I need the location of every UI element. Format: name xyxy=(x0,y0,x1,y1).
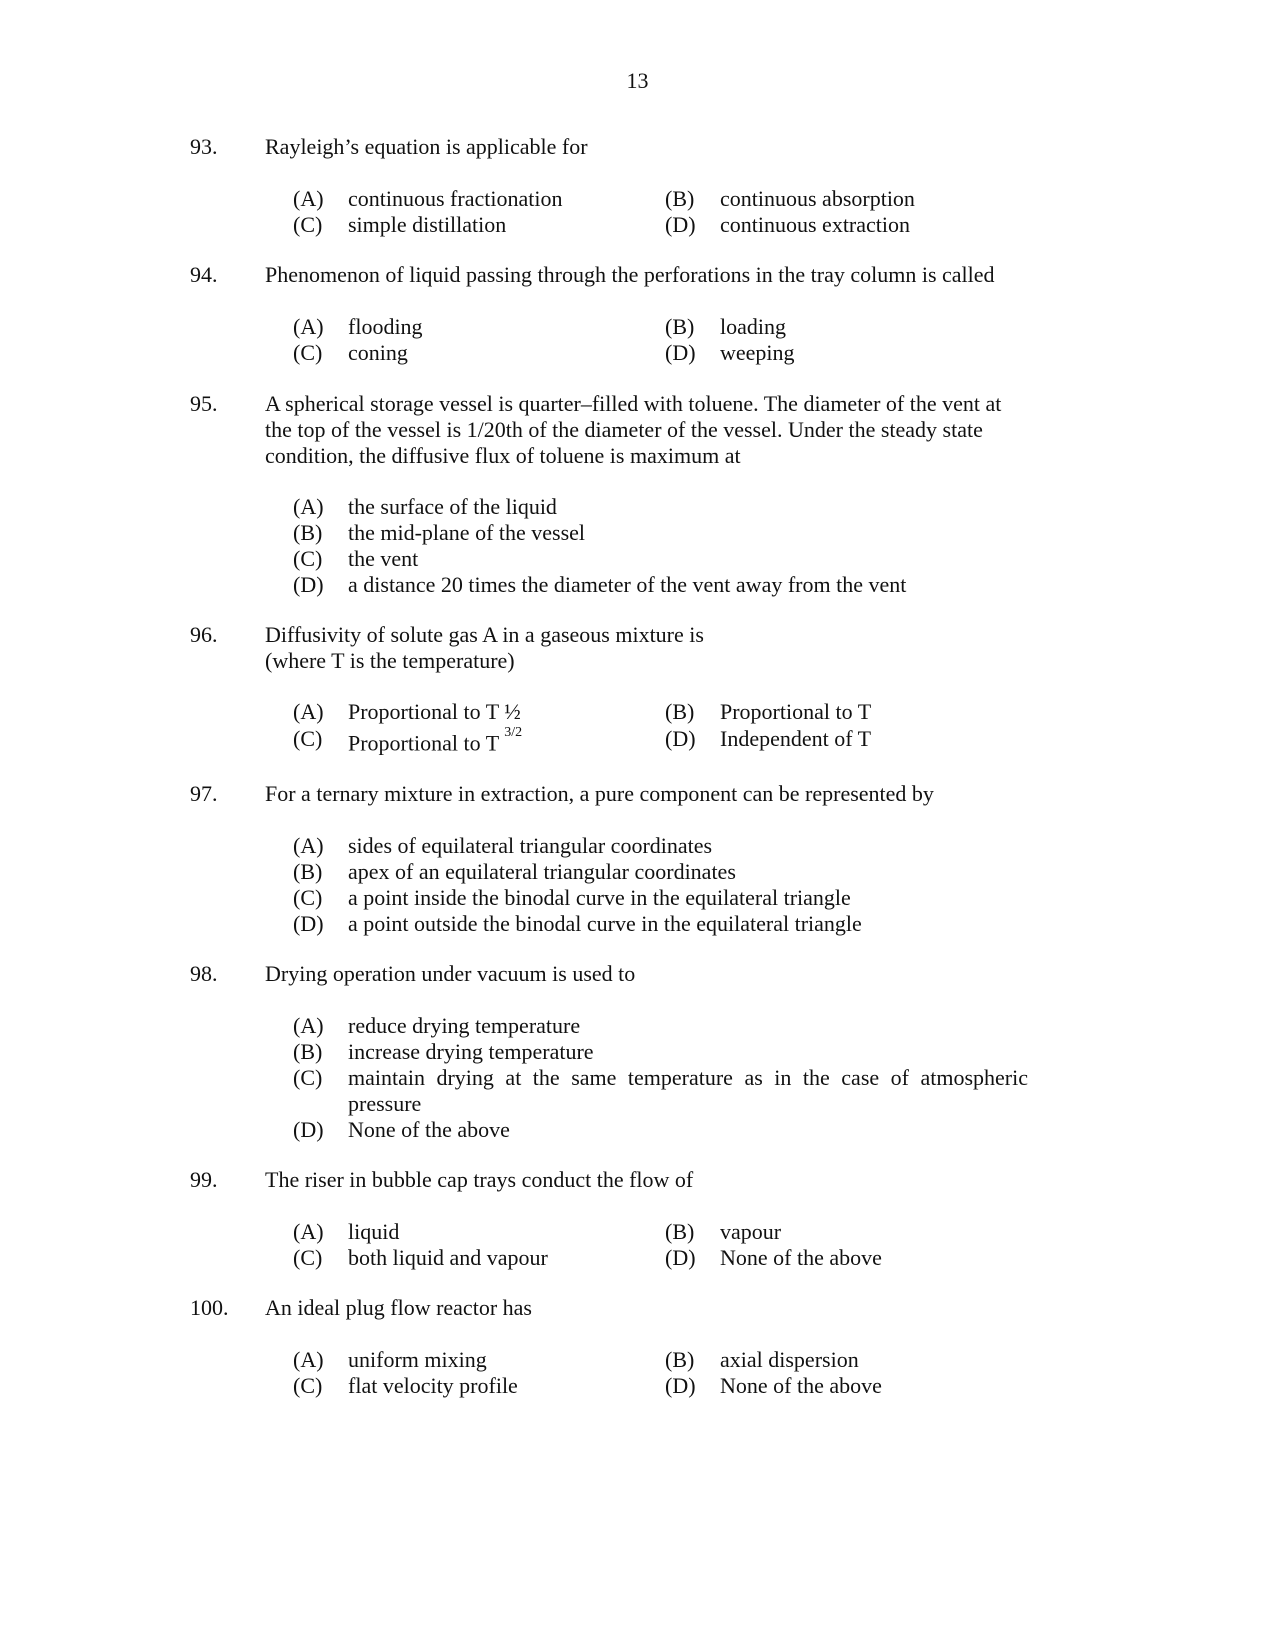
question-number: 94. xyxy=(190,262,218,287)
question-text: Drying operation under vacuum is used to xyxy=(265,961,636,986)
question-number: 98. xyxy=(190,961,218,986)
question-text: The riser in bubble cap trays conduct the flow of xyxy=(265,1167,694,1192)
question-number: 99. xyxy=(190,1167,218,1192)
question-text: Phenomenon of liquid passing through the perforations in the tray column is called xyxy=(265,262,995,287)
question-text: An ideal plug flow reactor has xyxy=(265,1295,532,1320)
question-number: 93. xyxy=(190,134,218,159)
question-number: 100. xyxy=(190,1295,229,1320)
question-text: For a ternary mixture in extraction, a pure component can be represented by xyxy=(265,781,934,806)
question-text: Diffusivity of solute gas A in a gaseous mixture is (where T is the temperature) xyxy=(265,622,704,673)
question-text: A spherical storage vessel is quarter–filled with toluene. The diameter of the vent at the top of the vessel is 1/20th of the diameter of the vessel. Under the steady state condition, the diffusive flux of toluene is maximum at xyxy=(265,391,1002,468)
question-number: 97. xyxy=(190,781,218,806)
question-text: Rayleigh’s equation is applicable for xyxy=(265,134,588,159)
exponent: 3/2 xyxy=(504,725,523,740)
page-number: 13 xyxy=(626,68,649,93)
question-number: 96. xyxy=(190,622,218,647)
question-number: 95. xyxy=(190,391,218,416)
